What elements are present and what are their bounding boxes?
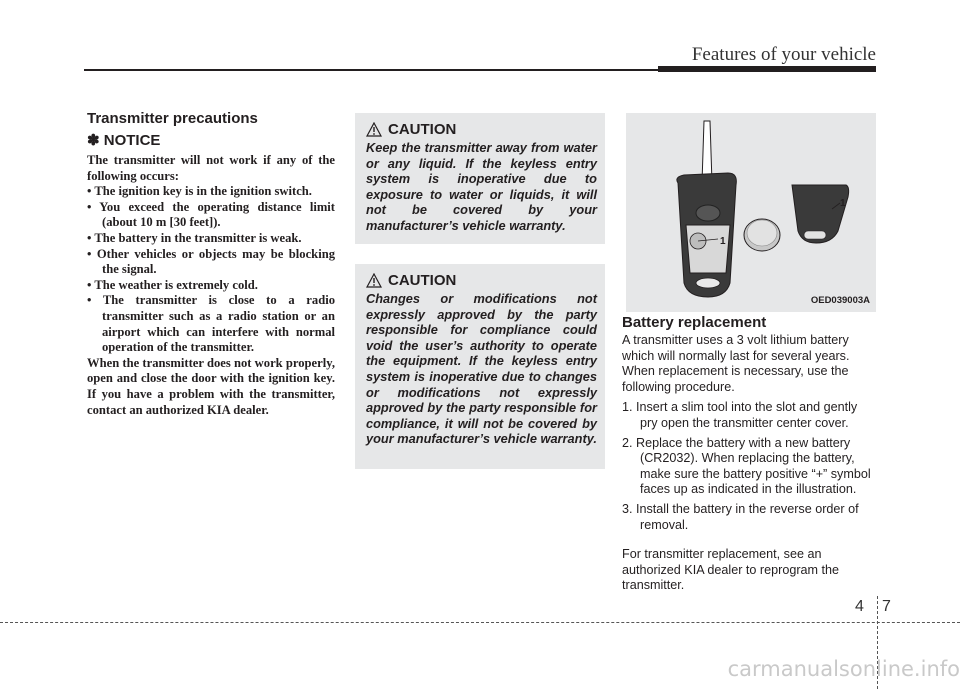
section-heading: Battery replacement xyxy=(622,314,767,331)
notice-list xyxy=(87,184,335,356)
battery-replacement-section xyxy=(622,314,878,599)
list-item: • The transmitter is close to a radio transmitter such as a radio station or an airport which can interfere with normal operation of the transmitter. xyxy=(87,293,335,355)
battery-closing: For transmitter replacement, see an authorized KIA dealer to reprogram the transmitter. xyxy=(622,547,840,593)
transmitter-precautions-section xyxy=(87,110,335,418)
list-item: 1. Insert a slim tool into the slot and gently pry open the transmitter center cover. xyxy=(622,400,858,430)
header-rule xyxy=(84,69,658,71)
figure-caption: OED039003A xyxy=(810,295,870,306)
watermark: carmanualsonline.info xyxy=(727,657,960,681)
chapter-number: 4 xyxy=(855,598,864,615)
notice-closing: When the transmitter does not work properly, open and close the door with the ignition key. If you have a problem with the transmitter, contact an authorized KIA dealer. xyxy=(87,355,335,417)
caution-body: Keep the transmitter away from water or any liquid. If the keyless entry system is inoperative due to exposure to water or liquids, it will not be covered by your manufacturer’s vehicle warranty. xyxy=(366,140,597,233)
caution-box-water xyxy=(355,113,605,244)
list-item: • You exceed the operating distance limit (about 10 m [30 feet]). xyxy=(87,199,335,230)
callout-label: 1 xyxy=(840,198,846,209)
page-number: 7 xyxy=(882,598,891,615)
notice-label: ✽ NOTICE xyxy=(87,132,161,149)
caution-body: Changes or modifications not expressly approved by the party responsible for compliance could void the user’s authority to operate the equipment. If the keyless entry system is inoperative due to changes or modifications not expressly approved by the party responsible for compliance, it will not be covered by your manufacturer’s vehicle warranty. xyxy=(366,291,597,447)
footer-rule xyxy=(0,622,960,623)
caution-title: CAUTION xyxy=(388,121,457,138)
caution-title: CAUTION xyxy=(388,272,457,289)
list-item: 3. Install the battery in the reverse order of removal. xyxy=(622,501,859,532)
list-item: 2. Replace the battery with a new battery (CR2032). When replacing the battery, make sure the battery positive “+” symbol faces up as indicated in the illustration. xyxy=(622,435,871,497)
caution-box-modifications xyxy=(355,264,605,469)
list-item: • Other vehicles or objects may be blocking the signal. xyxy=(87,246,335,277)
header-bar xyxy=(658,66,876,72)
warning-triangle-icon xyxy=(366,273,382,288)
callout-label: 1 xyxy=(720,236,726,247)
list-item: • The weather is extremely cold. xyxy=(87,277,258,292)
key-fob-drawing xyxy=(626,113,876,312)
section-heading: Transmitter precautions xyxy=(87,110,258,127)
header-title: Features of your vehicle xyxy=(691,44,876,65)
warning-triangle-icon xyxy=(366,122,382,137)
transmitter-illustration xyxy=(626,113,876,312)
battery-intro: A transmitter uses a 3 volt lithium battery which will normally last for several years. When replacement is necessary, use the following procedure. xyxy=(622,333,850,394)
notice-body xyxy=(87,153,335,418)
notice-intro: The transmitter will not work if any of the following occurs: xyxy=(87,153,335,183)
list-item: • The ignition key is in the ignition switch. xyxy=(87,184,312,199)
list-item: • The battery in the transmitter is weak. xyxy=(87,230,302,245)
procedure-steps xyxy=(622,400,878,533)
